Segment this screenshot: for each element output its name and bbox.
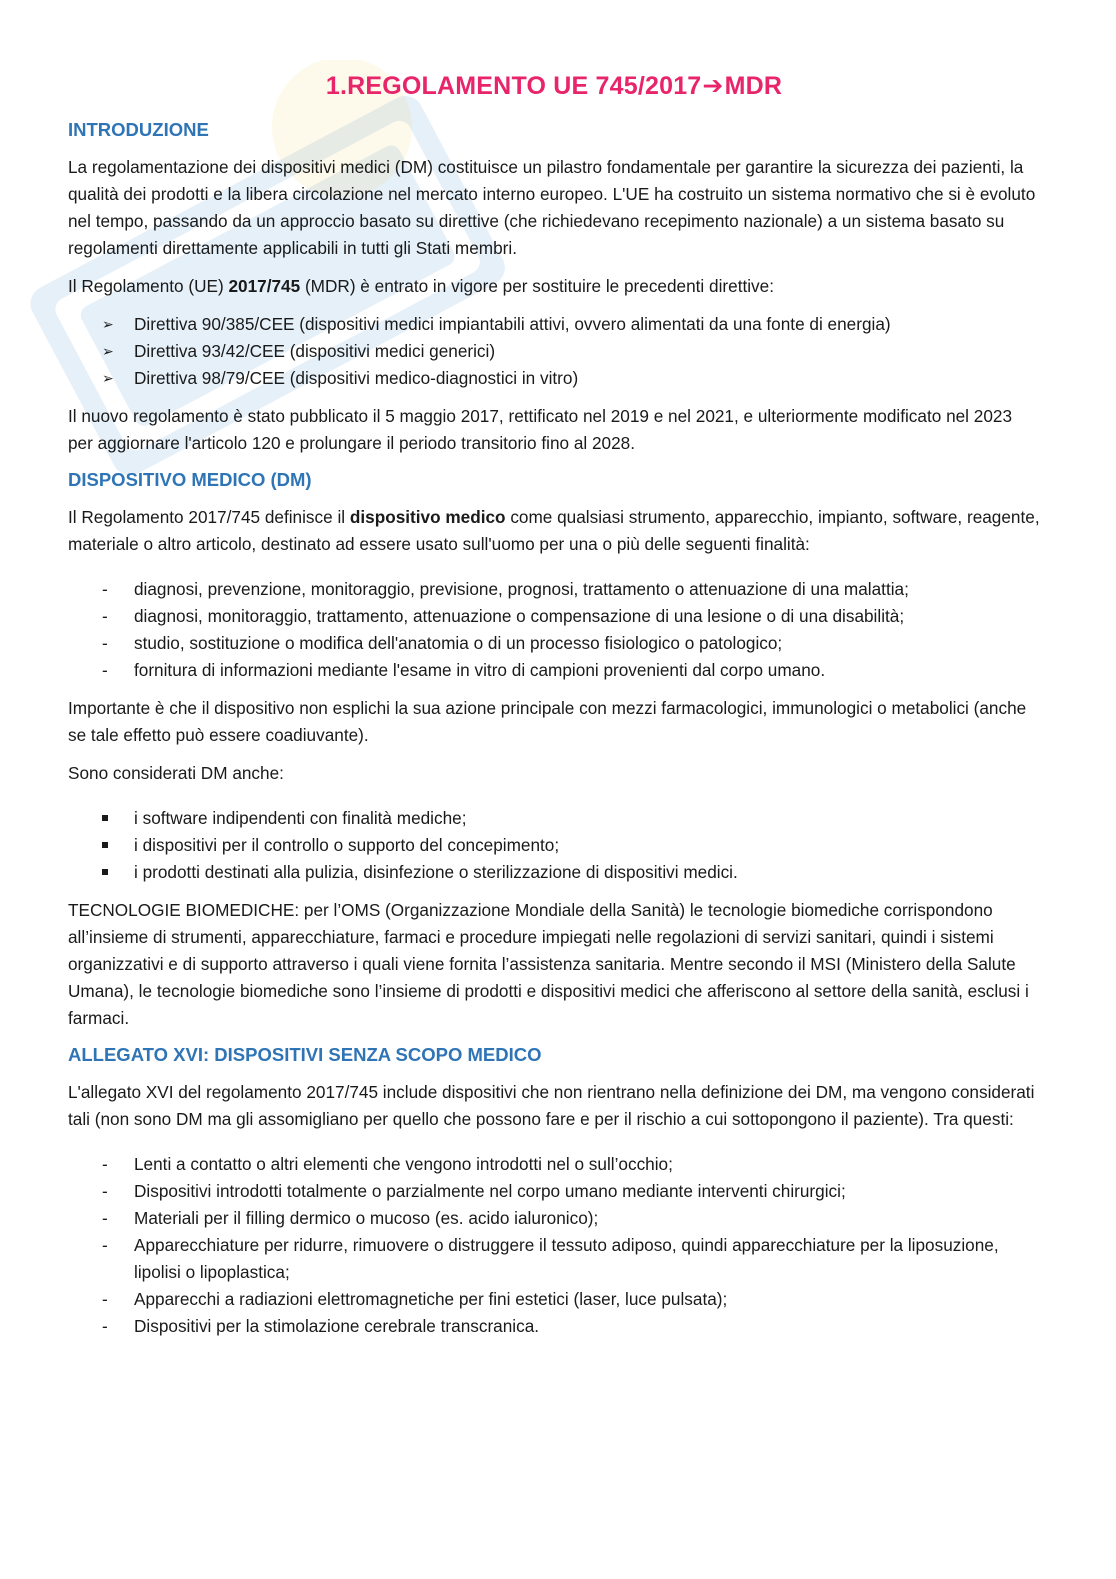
- list-item: [68, 603, 1040, 630]
- list-item: [68, 1178, 1040, 1205]
- title-arrow-icon: ➔: [702, 72, 724, 100]
- list-item-text: studio, sostituzione o modifica dell'anatomia o di un processo fisiologico o patologico;: [134, 633, 783, 653]
- directives-list: [68, 311, 1040, 392]
- title-suffix: MDR: [724, 72, 783, 100]
- arrow-bullet-icon: ➢: [102, 343, 114, 359]
- list-item: [68, 338, 1040, 365]
- section-heading-dispositivo-medico: DISPOSITIVO MEDICO (DM): [68, 469, 312, 490]
- list-item: [68, 1313, 1040, 1340]
- dash-bullet: -: [102, 1208, 108, 1228]
- list-item: [68, 1205, 1040, 1232]
- list-item-text: i dispositivi per il controllo o supporto del concepimento;: [134, 835, 560, 855]
- dm-p1-rest: come qualsiasi strumento, apparecchio, impianto, software, reagente, materiale o altro articolo, destinato ad essere usato sull'uomo per una o più delle seguenti finalità:: [68, 507, 1040, 554]
- dm-paragraph-2: Importante è che il dispositivo non esplichi la sua azione principale con mezzi farmacologici, immunologici o metabolici (anche se tale effetto può essere coadiuvante).: [68, 698, 1027, 745]
- list-item-text: i software indipendenti con finalità mediche;: [134, 808, 467, 828]
- dash-bullet: -: [102, 606, 108, 626]
- list-item-text: Materiali per il filling dermico o mucoso (es. acido ialuronico);: [134, 1208, 599, 1228]
- list-item-text: Apparecchiature per ridurre, rimuovere o distruggere il tessuto adiposo, quindi apparecchiature per la liposuzione, lipolisi o lipoplastica;: [134, 1235, 999, 1282]
- list-item-text: Apparecchi a radiazioni elettromagnetiche per fini estetici (laser, luce pulsata);: [134, 1289, 728, 1309]
- list-item: [68, 805, 1040, 832]
- list-item: [68, 311, 1040, 338]
- annex-list: [68, 1151, 1040, 1340]
- list-item-text: Dispositivi introdotti totalmente o parzialmente nel corpo umano mediante interventi chirurgici;: [134, 1181, 846, 1201]
- list-item: [68, 576, 1040, 603]
- intro-paragraph-3: Il nuovo regolamento è stato pubblicato il 5 maggio 2017, rettificato nel 2019 e nel 2021, e ulteriormente modificato nel 2023 per aggiornare l'articolo 120 e prolungare il periodo transitorio fino al 2028.: [68, 406, 1013, 453]
- list-item-text: i prodotti destinati alla pulizia, disinfezione o sterilizzazione di dispositivi medici.: [134, 862, 738, 882]
- annex-paragraph-1: L'allegato XVI del regolamento 2017/745 include dispositivi che non rientrano nella definizione dei DM, ma vengono considerati tali (non sono DM ma gli assomigliano per quello che possono fare e per il rischio a cui sottopongono il paziente). Tra questi:: [68, 1082, 1035, 1129]
- intro-paragraph-2: [68, 273, 1040, 300]
- dm-p1-bold: dispositivo medico: [349, 507, 506, 527]
- arrow-bullet-icon: ➢: [102, 316, 114, 332]
- intro-paragraph-1: La regolamentazione dei dispositivi medici (DM) costituisce un pilastro fondamentale per garantire la sicurezza dei pazienti, la qualità dei prodotti e la libera circolazione nel mercato interno europeo. L'UE ha costruito un sistema normativo che si è evoluto nel tempo, passando da un approccio basato su direttive (che richiedevano recepimento nazionale) a un sistema basato su regolamenti direttamente applicabili in tutti gli Stati membri.: [68, 157, 1036, 258]
- dm-paragraph-3: Sono considerati DM anche:: [68, 763, 284, 783]
- list-item-text: diagnosi, prevenzione, monitoraggio, previsione, prognosi, trattamento o attenuazione di una malattia;: [134, 579, 909, 599]
- list-item: [68, 365, 1040, 392]
- list-item-text: Direttiva 90/385/CEE (dispositivi medici impiantabili attivi, ovvero alimentati da una fonte di energia): [134, 314, 891, 334]
- list-item: [68, 657, 1040, 684]
- dash-bullet: -: [102, 1235, 108, 1255]
- list-item-text: Direttiva 93/42/CEE (dispositivi medici generici): [134, 341, 496, 361]
- list-item-text: fornitura di informazioni mediante l'esame in vitro di campioni provenienti dal corpo umano.: [134, 660, 826, 680]
- list-item-text: diagnosi, monitoraggio, trattamento, attenuazione o compensazione di una lesione o di una disabilità;: [134, 606, 905, 626]
- document-title: [68, 66, 1040, 106]
- intro-p2-text: Il Regolamento (UE): [68, 276, 229, 296]
- arrow-bullet-icon: ➢: [102, 370, 114, 386]
- dm-p1-text: Il Regolamento 2017/745 definisce il: [68, 507, 350, 527]
- dash-bullet: -: [102, 1181, 108, 1201]
- intro-p2-rest: (MDR) è entrato in vigore per sostituire le precedenti direttive:: [300, 276, 774, 296]
- list-item: [68, 1232, 1040, 1286]
- intro-p2-bold: 2017/745: [228, 276, 301, 296]
- document-page: [68, 66, 1040, 1351]
- dash-bullet: -: [102, 1316, 108, 1336]
- section-heading-allegato-xvi: ALLEGATO XVI: DISPOSITIVI SENZA SCOPO MEDICO: [68, 1044, 542, 1065]
- title-text: 1.REGOLAMENTO UE 745/2017: [325, 72, 702, 100]
- list-item: [68, 1151, 1040, 1178]
- also-dm-list: [68, 805, 1040, 886]
- list-item: [68, 832, 1040, 859]
- list-item-text: Lenti a contatto o altri elementi che vengono introdotti nel o sull’occhio;: [134, 1154, 673, 1174]
- list-item-text: Direttiva 98/79/CEE (dispositivi medico-diagnostici in vitro): [134, 368, 579, 388]
- dm-paragraph-4: TECNOLOGIE BIOMEDICHE: per l’OMS (Organizzazione Mondiale della Sanità) le tecnologie biomediche corrispondono all’insieme di strumenti, apparecchiature, farmaci e procedure impiegati nelle regolazioni di servizi sanitari, quindi i sistemi organizzativi e di supporto attraverso i quali viene fornita l’assistenza sanitaria. Mentre secondo il MSI (Ministero della Salute Umana), le tecnologie biomediche sono l’insieme di prodotti e dispositivi medici che afferiscono al settore della sanità, esclusi i farmaci.: [68, 900, 1029, 1028]
- dash-bullet: -: [102, 1289, 108, 1309]
- purposes-list: [68, 576, 1040, 684]
- list-item-text: Dispositivi per la stimolazione cerebrale transcranica.: [134, 1316, 540, 1336]
- list-item: [68, 630, 1040, 657]
- dm-paragraph-1: [68, 504, 1040, 558]
- dash-bullet: -: [102, 633, 108, 653]
- dash-bullet: -: [102, 579, 108, 599]
- dash-bullet: -: [102, 1154, 108, 1174]
- dash-bullet: -: [102, 660, 108, 680]
- list-item: [68, 859, 1040, 886]
- list-item: [68, 1286, 1040, 1313]
- section-heading-introduzione: INTRODUZIONE: [68, 119, 209, 140]
